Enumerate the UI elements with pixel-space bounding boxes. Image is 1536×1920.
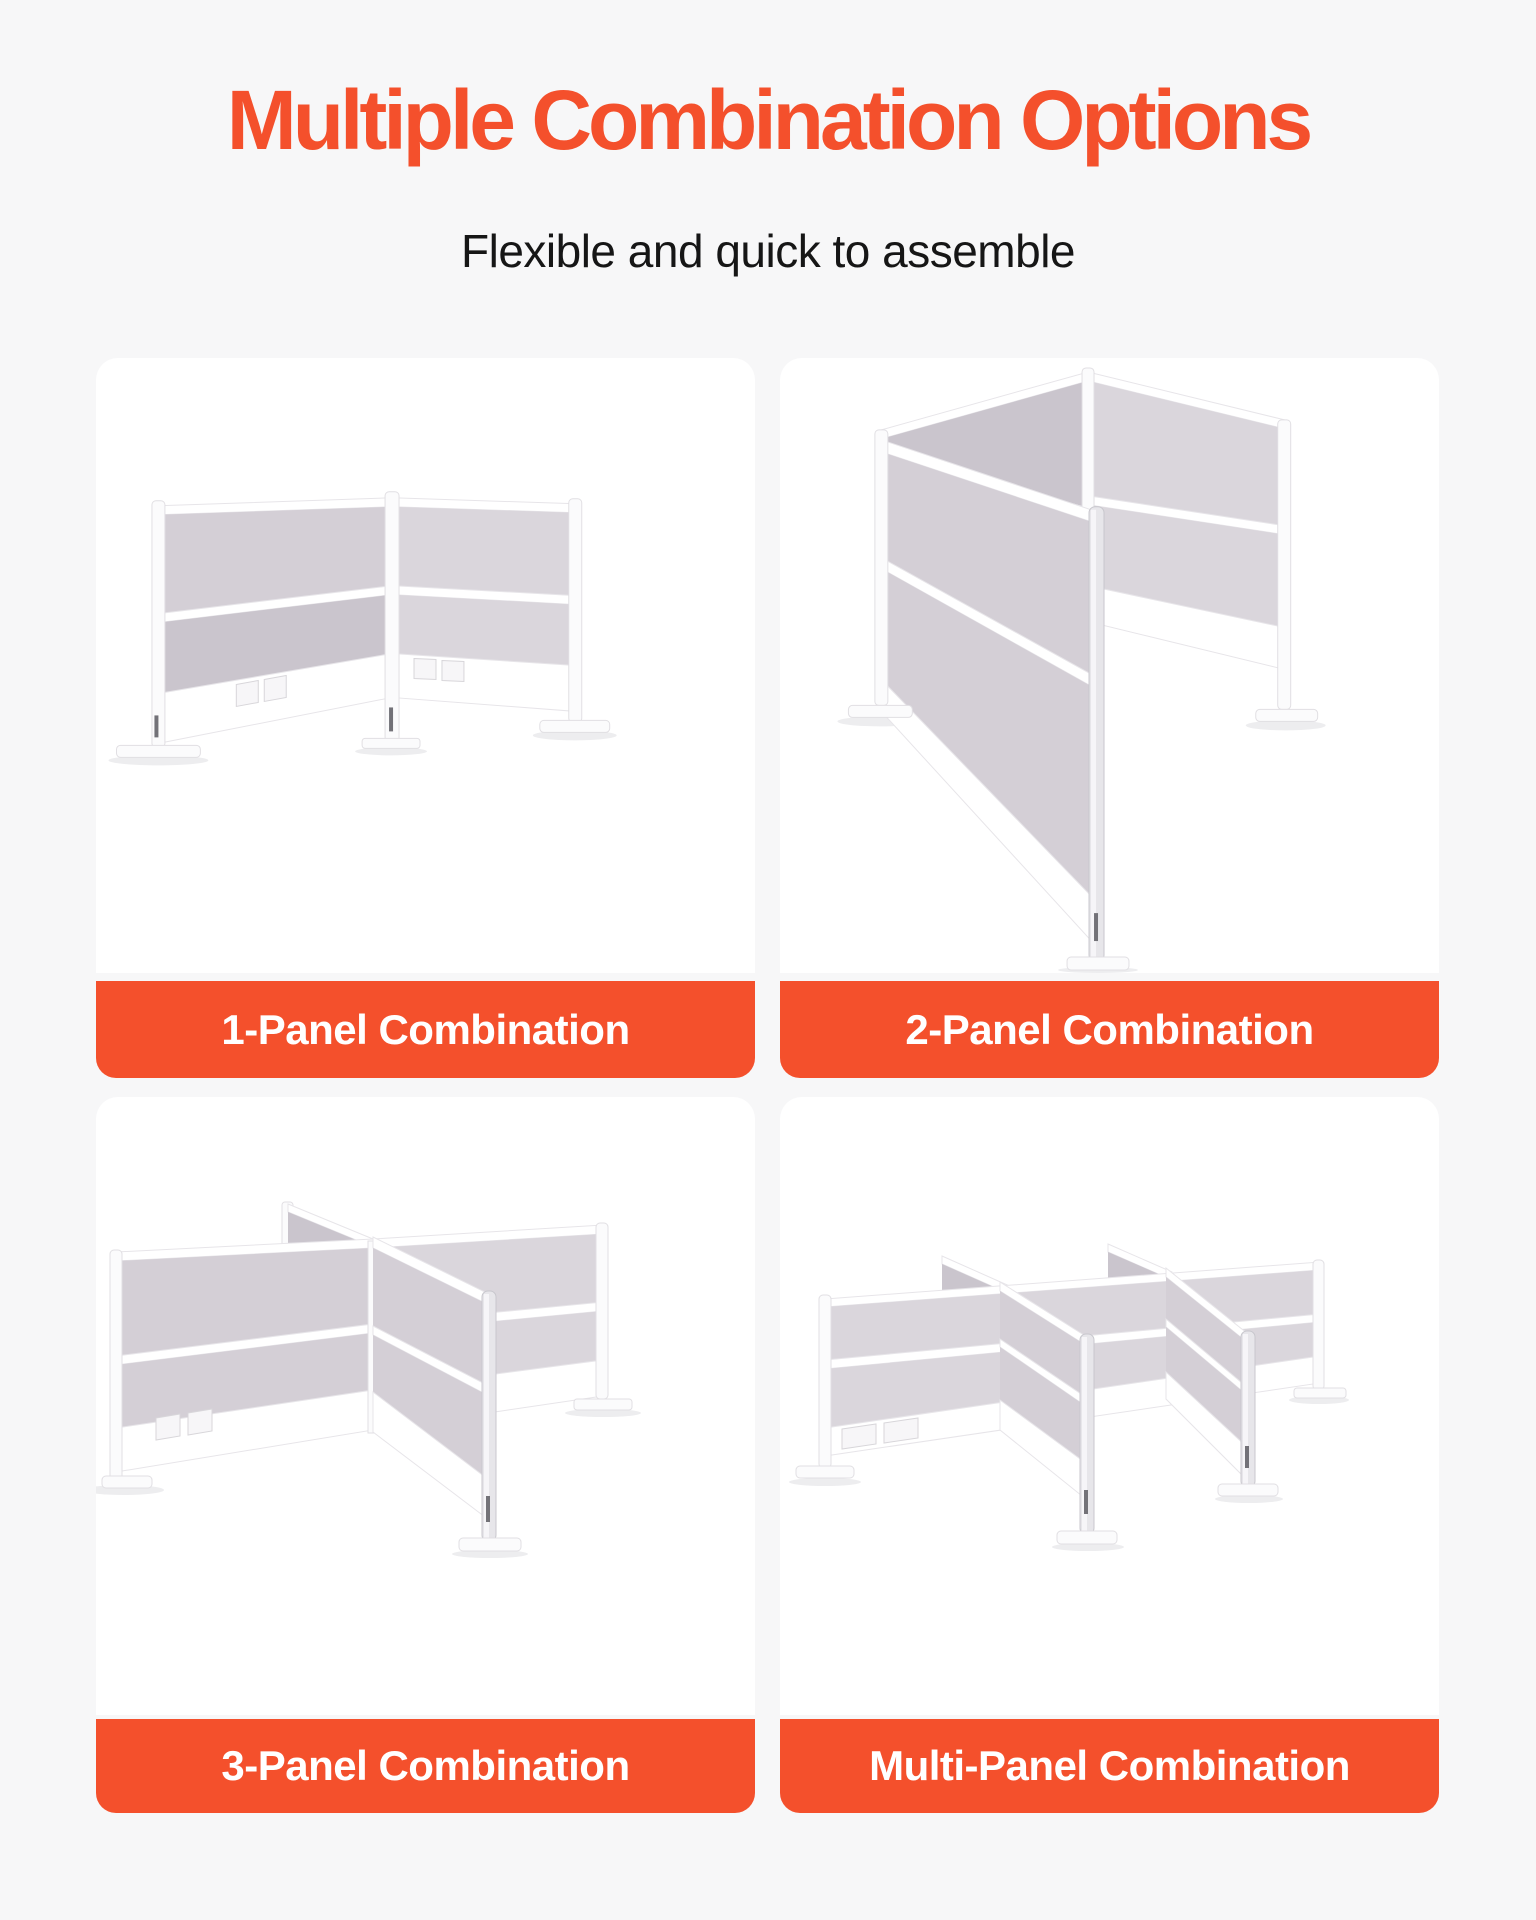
- partition-photo-v-shape: [780, 358, 1439, 973]
- caption-label-2-panel: 2-Panel Combination: [905, 1005, 1314, 1053]
- caption-label-multi-panel: Multi-Panel Combination: [869, 1742, 1350, 1789]
- caption-banner-3-panel: [96, 1719, 755, 1813]
- caption-label-1-panel: 1-Panel Combination: [221, 1005, 630, 1053]
- back-corner-post: [1082, 368, 1094, 528]
- front-left-wall: [881, 440, 1097, 947]
- combo-card-1-panel: [96, 358, 755, 973]
- partition-photo-multi-row: [780, 1097, 1439, 1715]
- right-wall: [1088, 372, 1285, 670]
- caption-banner-multi-panel: [780, 1719, 1439, 1813]
- left-wall: [158, 498, 392, 744]
- partition-photo-cross-shape: [96, 1097, 755, 1715]
- partition-photo-l-shape: [96, 358, 755, 973]
- right-wall: [392, 498, 576, 712]
- combo-card-multi-panel: [780, 1097, 1439, 1715]
- caption-label-3-panel: 3-Panel Combination: [221, 1742, 630, 1789]
- combo-card-2-panel: [780, 358, 1439, 973]
- combo-card-3-panel: [96, 1097, 755, 1715]
- left-wing: [116, 1239, 373, 1472]
- page-title: Multiple Combination Options: [226, 73, 1310, 167]
- caption-banner-2-panel: [780, 981, 1439, 1078]
- caption-banner-1-panel: [96, 981, 755, 1078]
- page-subtitle: Flexible and quick to assemble: [461, 225, 1075, 277]
